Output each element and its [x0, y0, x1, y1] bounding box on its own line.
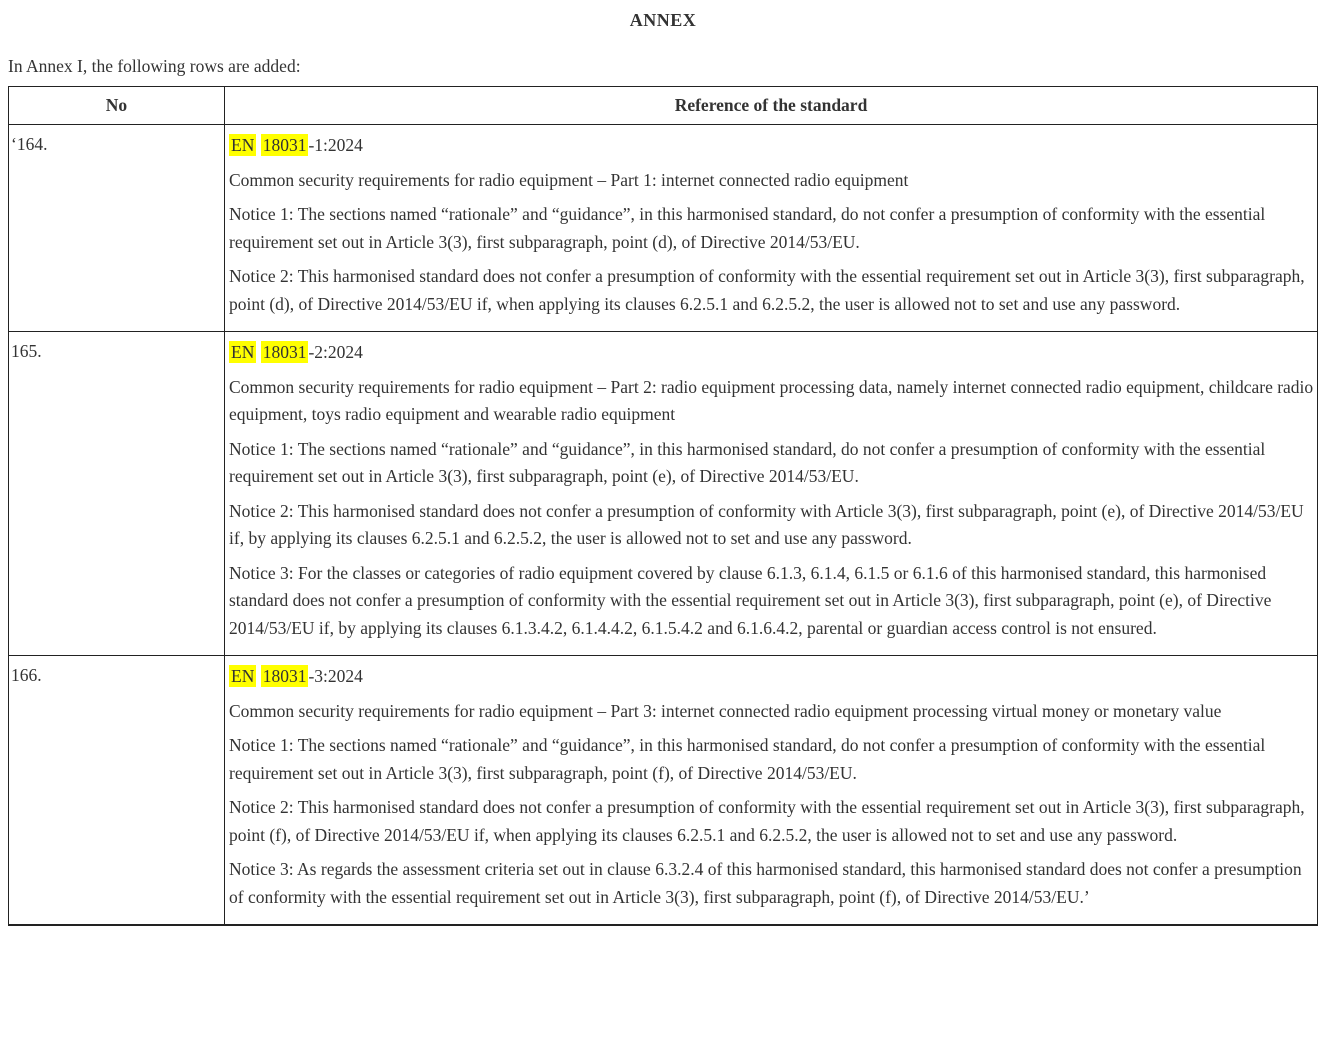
row-number: 166. — [9, 656, 225, 926]
header-reference: Reference of the standard — [225, 87, 1318, 125]
notice-paragraph: Notice 1: The sections named “rationale” and “guidance”, in this harmonised standard, do not confer a presumption of conformity with the essential requirement set out in Article 3(3), first subparagraph, point (d), of Directive 2014/53/EU. — [229, 204, 1266, 252]
standard-reference — [229, 132, 1315, 160]
page-title: ANNEX — [629, 10, 697, 30]
header-no: No — [9, 87, 225, 125]
intro-text: In Annex I, the following rows are added: — [8, 56, 301, 76]
highlighted-term: EN — [231, 342, 255, 362]
notice-paragraph: Notice 1: The sections named “rationale” and “guidance”, in this harmonised standard, do not confer a presumption of conformity with the essential requirement set out in Article 3(3), first subparagraph, point (e), of Directive 2014/53/EU. — [229, 438, 1266, 486]
table-row — [9, 656, 1318, 926]
row-reference-cell — [225, 125, 1318, 332]
table-row — [9, 332, 1318, 656]
standard-description: Common security requirements for radio equipment – Part 3: internet connected radio equipment processing virtual money or monetary value — [229, 700, 1222, 721]
standard-description: Common security requirements for radio equipment – Part 1: internet connected radio equipment — [229, 169, 909, 190]
notice-paragraph: Notice 1: The sections named “rationale” and “guidance”, in this harmonised standard, do not confer a presumption of conformity with the essential requirement set out in Article 3(3), first subparagraph, point (f), of Directive 2014/53/EU. — [229, 735, 1266, 783]
row-reference-cell — [225, 332, 1318, 656]
standard-suffix: -1:2024 — [308, 135, 363, 155]
highlighted-term: 18031 — [262, 666, 307, 686]
standard-description: Common security requirements for radio equipment – Part 2: radio equipment processing data, namely internet connected radio equipment, childcare radio equipment, toys radio equipment and wearable radio equipment — [229, 376, 1314, 424]
row-reference-cell — [225, 656, 1318, 926]
highlighted-term: EN — [231, 666, 255, 686]
notice-paragraph: Notice 2: This harmonised standard does not confer a presumption of conformity with Article 3(3), first subparagraph, point (e), of Directive 2014/53/EU if, by applying its clauses 6.2.5.1 and 6.2.5.2, the user is allowed not to set and use any password. — [229, 500, 1304, 548]
standard-suffix: -3:2024 — [308, 666, 363, 686]
notice-paragraph: Notice 3: For the classes or categories of radio equipment covered by clause 6.1.3, 6.1.4, 6.1.5 or 6.1.6 of this harmonised standard, this harmonised standard does not confer a presumption of conformity with the essential requirement set out in Article 3(3), first subparagraph, point (e), of Directive 2014/53/EU if, by applying its clauses 6.1.3.4.2, 6.1.4.4.2, 6.1.5.4.2 and 6.1.6.4.2, parental or guardian access control is not ensured. — [229, 562, 1272, 638]
notice-paragraph: Notice 2: This harmonised standard does not confer a presumption of conformity with the essential requirement set out in Article 3(3), first subparagraph, point (f), of Directive 2014/53/EU if, when applying its clauses 6.2.5.1 and 6.2.5.2, the user is allowed not to set and use any password. — [229, 797, 1305, 845]
row-number: ‘164. — [9, 125, 225, 332]
standard-reference — [229, 339, 1315, 367]
highlighted-term: 18031 — [262, 342, 307, 362]
standard-suffix: -2:2024 — [308, 342, 363, 362]
highlighted-term: 18031 — [262, 135, 307, 155]
row-number: 165. — [9, 332, 225, 656]
notice-paragraph: Notice 3: As regards the assessment criteria set out in clause 6.3.2.4 of this harmonised standard, this harmonised standard does not confer a presumption of conformity with the essential requirement set out in Article 3(3), first subparagraph, point (f), of Directive 2014/53/EU.’ — [229, 859, 1302, 907]
notice-paragraph: Notice 2: This harmonised standard does not confer a presumption of conformity with the essential requirement set out in Article 3(3), first subparagraph, point (d), of Directive 2014/53/EU if, when applying its clauses 6.2.5.1 and 6.2.5.2, the user is allowed not to set and use any password. — [229, 266, 1305, 314]
standard-reference — [229, 663, 1315, 691]
standards-table — [8, 86, 1318, 926]
table-header-row — [9, 87, 1318, 125]
table-row — [9, 125, 1318, 332]
highlighted-term: EN — [231, 135, 255, 155]
